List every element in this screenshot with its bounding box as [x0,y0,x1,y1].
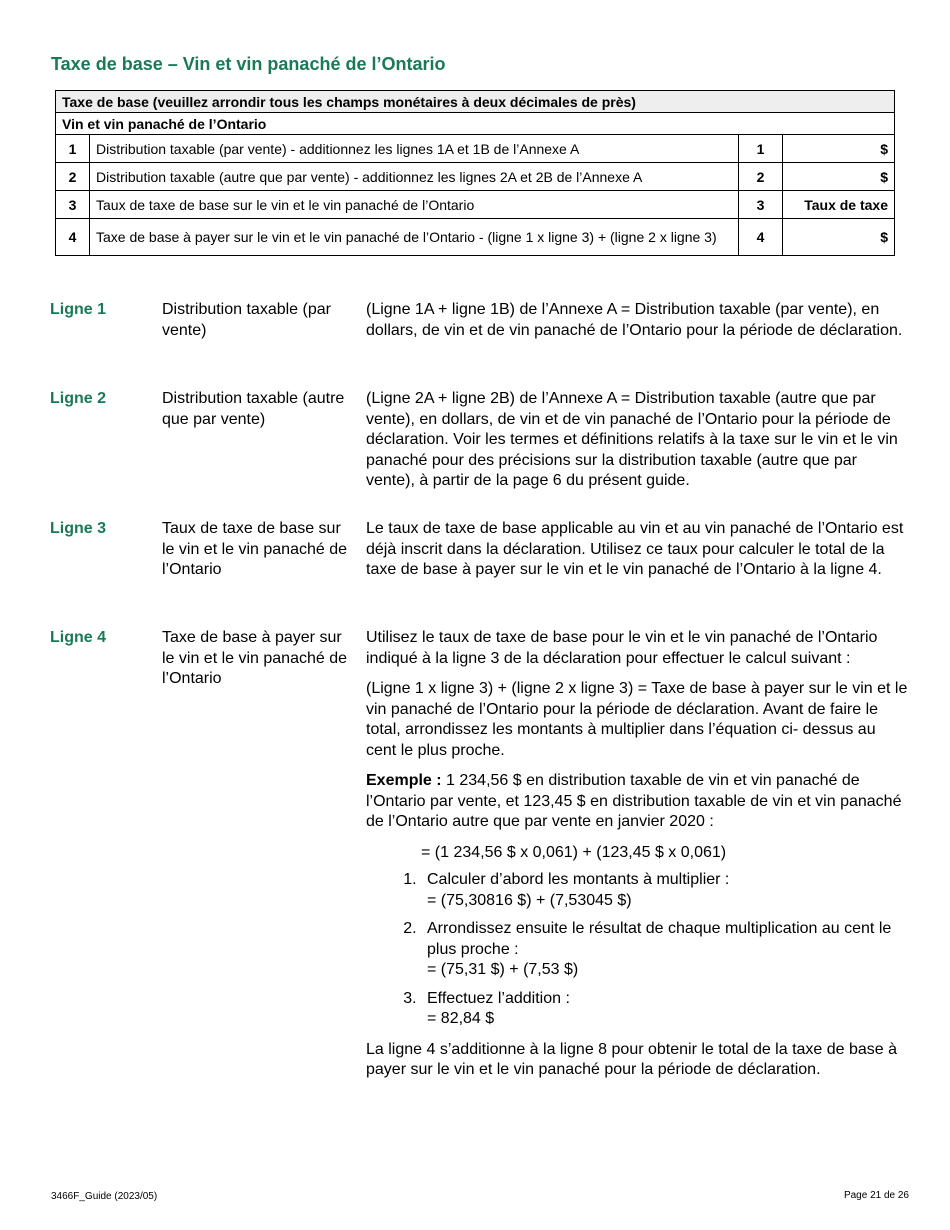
table-header-title: Taxe de base (veuillez arrondir tous les champs monétaires à deux décimales de près) [56,91,895,113]
amount-field[interactable]: $ [783,219,895,256]
table-row [56,191,895,219]
table-row [56,135,895,163]
row-box-number: 4 [739,219,783,256]
row-box-number: 3 [739,191,783,219]
step-text: Arrondissez ensuite le résultat de chaque multiplication au cent le plus proche : [427,920,892,958]
tax-rate-field: Taux de taxe [783,191,895,219]
row-description: Taux de taxe de base sur le vin et le vin panaché de l’Ontario [90,191,739,219]
row-description: Taxe de base à payer sur le vin et le vin panaché de l’Ontario - (ligne 1 x ligne 3) + (ligne 2 x ligne 3) [90,219,739,256]
example-text: 1 234,56 $ en distribution taxable de vin et vin panaché de l’Ontario par vente, et 123,45 $ en distribution taxable de vin et vin panaché de l’Ontario autre que par vente en janvier 2020 : [366,772,902,830]
calculation-steps [366,870,910,1030]
line-description: (Ligne 2A + ligne 2B) de l’Annexe A = Distribution taxable (autre que par vente), en dollars, de vin et de vin panaché de l’Ontario pour la période de déclaration. Voir les termes et définitions relatifs à la taxe sur le vin et le vin panaché pour des précisions sur la distribution taxable (autre que par vente), à partir de la page 6 du présent guide. [366,390,898,489]
line-label: Ligne 4 [50,629,107,646]
amount-field[interactable]: $ [783,135,895,163]
line-label: Ligne 2 [50,390,107,407]
step-result: = (75,31 $) + (7,53 $) [427,961,579,978]
form-code: 3466F_Guide (2023/05) [51,1191,158,1202]
line-label: Ligne 3 [50,520,107,537]
example-formula: = (1 234,56 $ x 0,061) + (123,45 $ x 0,061) [421,843,727,861]
row-number: 2 [56,163,90,191]
table-header-row [56,91,895,113]
table-row [56,163,895,191]
table-subheader-title: Vin et vin panaché de l’Ontario [56,113,895,135]
list-item [421,989,910,1030]
amount-field[interactable]: $ [783,163,895,191]
row-description: Distribution taxable (par vente) - additionnez les lignes 1A et 1B de l’Annexe A [90,135,739,163]
paragraph: (Ligne 1 x ligne 3) + (ligne 2 x ligne 3) = Taxe de base à payer sur le vin et le vin panaché de l’Ontario pour la période de déclaration. Avant de faire le total, arrondissez les montants à multiplier dans l’équation ci- dessus au cent le plus proche. [366,680,908,759]
list-item [421,870,910,911]
table-subheader-row [56,113,895,135]
row-number: 1 [56,135,90,163]
line-description: (Ligne 1A + ligne 1B) de l’Annexe A = Distribution taxable (par vente), en dollars, de vin et de vin panaché de l’Ontario pour la période de déclaration. [366,301,903,339]
line-name: Distribution taxable (par vente) [162,301,331,339]
page-number: Page 21 de 26 [843,1190,909,1201]
line-description [366,628,910,1091]
table-row [56,219,895,256]
row-box-number: 2 [739,163,783,191]
list-item [421,919,910,981]
step-result: = (75,30816 $) + (7,53045 $) [427,891,632,909]
example-label: Exemple : [366,772,442,789]
row-number: 3 [56,191,90,219]
example-paragraph [366,771,910,833]
paragraph: Utilisez le taux de taxe de base pour le vin et le vin panaché de l’Ontario indiqué à la ligne 3 de la déclaration pour effectuer le calcul suivant : [366,629,878,667]
line-name: Taux de taxe de base sur le vin et le vin panaché de l’Ontario [162,520,348,578]
paragraph: La ligne 4 s’additionne à la ligne 8 pour obtenir le total de la taxe de base à payer sur le vin et le vin panaché pour la période de déclaration. [366,1040,898,1078]
section-title: Taxe de base – Vin et vin panaché de l’Ontario [51,54,446,74]
step-text: Effectuez l’addition : [427,989,570,1007]
line-name: Distribution taxable (autre que par vente) [162,390,345,428]
row-box-number: 1 [739,135,783,163]
line-description: Le taux de taxe de base applicable au vin et au vin panaché de l’Ontario est déjà inscrit dans la déclaration. Utilisez ce taux pour calculer le total de la taxe de base à payer sur le vin et le vin panaché de l’Ontario à la ligne 4. [366,520,904,578]
step-text: Calculer d’abord les montants à multiplier : [427,871,730,888]
row-description: Distribution taxable (autre que par vente) - additionnez les lignes 2A et 2B de l’Annexe A [90,163,739,191]
line-name: Taxe de base à payer sur le vin et le vin panaché de l’Ontario [162,629,348,687]
tax-form-table [55,90,895,256]
row-number: 4 [56,219,90,256]
step-result: = 82,84 $ [427,1010,495,1027]
line-label: Ligne 1 [50,301,107,318]
